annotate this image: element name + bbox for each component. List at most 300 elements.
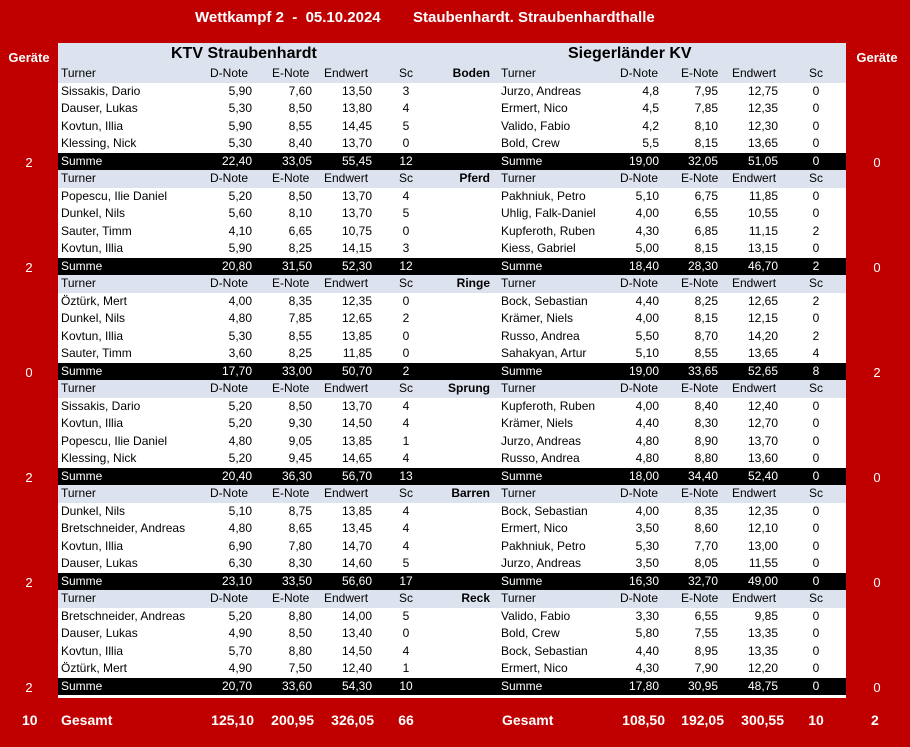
apparatus-header-row — [58, 590, 846, 608]
sum-sc: 0 — [812, 573, 820, 588]
col-header-sc: Sc — [398, 381, 413, 395]
apparatus-header-row — [58, 170, 846, 188]
d-note: 3,30 — [635, 608, 659, 623]
endwert: 12,35 — [747, 503, 778, 518]
geraete-points-right: 2 — [873, 364, 881, 380]
athlete-name: Kovtun, Illia — [61, 538, 124, 553]
endwert: 13,85 — [341, 503, 372, 518]
table-row — [58, 450, 846, 468]
col-header-sc: Sc — [808, 381, 823, 395]
e-note: 8,30 — [288, 556, 312, 570]
sum-end: 48,75 — [747, 678, 778, 693]
d-note: 3,50 — [635, 521, 659, 535]
athlete-name: Sahakyan, Artur — [501, 346, 587, 360]
scorer-points: 3 — [402, 83, 410, 98]
endwert: 14,65 — [341, 451, 372, 465]
endwert: 14,20 — [747, 328, 778, 343]
d-note: 5,20 — [228, 608, 252, 623]
athlete-name: Popescu, Ilie Daniel — [61, 188, 168, 203]
e-note: 7,90 — [694, 661, 718, 675]
col-header-d: D-Note — [620, 66, 659, 80]
sum-e: 30,95 — [687, 678, 718, 693]
d-note: 5,20 — [228, 398, 252, 413]
scorer-points: 5 — [402, 556, 410, 570]
table-body — [58, 65, 846, 695]
endwert: 14,50 — [341, 643, 372, 658]
col-header-end: Endwert — [732, 381, 777, 395]
col-header-d: D-Note — [620, 171, 659, 185]
e-note: 8,90 — [694, 433, 718, 448]
endwert: 13,85 — [341, 328, 372, 343]
e-note: 7,50 — [288, 661, 312, 675]
athlete-name: Valido, Fabio — [501, 118, 571, 133]
geraete-points-right: 0 — [873, 154, 881, 170]
sum-row — [58, 468, 846, 486]
col-header-sc: Sc — [808, 276, 823, 290]
endwert: 13,70 — [341, 136, 372, 150]
e-note: 8,50 — [288, 398, 312, 413]
col-header-d: D-Note — [210, 171, 249, 185]
d-note: 4,30 — [635, 661, 659, 675]
col-header-end: Endwert — [324, 171, 369, 185]
sum-row — [58, 363, 846, 381]
col-header-turner: Turner — [61, 591, 96, 605]
athlete-name: Kupferoth, Ruben — [501, 398, 596, 413]
results-table — [58, 43, 846, 698]
total-sc-left: 66 — [398, 712, 414, 728]
endwert: 14,60 — [341, 556, 372, 570]
endwert: 13,70 — [341, 206, 372, 220]
endwert: 14,15 — [341, 241, 372, 255]
athlete-name: Russo, Andrea — [501, 451, 580, 465]
athlete-name: Ermert, Nico — [501, 661, 568, 675]
athlete-name: Kupferoth, Ruben — [501, 223, 596, 238]
endwert: 12,40 — [747, 398, 778, 413]
col-header-d: D-Note — [620, 381, 659, 395]
d-note: 4,80 — [635, 451, 659, 465]
sum-e: 34,40 — [687, 468, 718, 483]
d-note: 3,50 — [635, 556, 659, 570]
scorer-points: 3 — [402, 241, 410, 255]
scorer-points: 4 — [402, 538, 410, 553]
col-header-turner: Turner — [501, 276, 536, 290]
table-row — [58, 118, 846, 136]
endwert: 13,40 — [341, 626, 372, 640]
apparatus-name: Sprung — [448, 381, 490, 395]
scorer-points: 4 — [402, 398, 410, 413]
sum-e: 32,70 — [687, 573, 718, 588]
endwert: 13,15 — [747, 241, 778, 255]
table-row — [58, 643, 846, 661]
sum-d: 22,40 — [221, 153, 252, 168]
col-header-sc: Sc — [398, 171, 413, 185]
col-header-e: E-Note — [681, 486, 719, 500]
d-note: 5,30 — [635, 538, 659, 553]
table-row — [58, 345, 846, 363]
endwert: 13,35 — [747, 626, 778, 640]
endwert: 12,65 — [341, 311, 372, 325]
athlete-name: Russo, Andrea — [501, 328, 580, 343]
col-header-sc: Sc — [808, 591, 823, 605]
sum-sc: 2 — [402, 363, 410, 378]
col-header-turner: Turner — [61, 486, 96, 500]
d-note: 4,00 — [635, 311, 659, 325]
endwert: 11,55 — [748, 556, 778, 570]
scorer-points: 0 — [812, 101, 820, 115]
d-note: 5,50 — [635, 328, 659, 343]
e-note: 9,30 — [288, 416, 312, 430]
d-note: 4,40 — [635, 416, 659, 430]
table-row — [58, 503, 846, 521]
endwert: 13,50 — [341, 83, 372, 98]
endwert: 10,55 — [747, 206, 778, 220]
endwert: 12,40 — [341, 661, 372, 675]
geraete-header-right: Geräte — [856, 50, 898, 65]
endwert: 10,75 — [341, 223, 372, 238]
geraete-points-right: 0 — [873, 574, 881, 590]
apparatus-name: Pferd — [459, 171, 490, 185]
scorer-points: 0 — [812, 643, 820, 658]
scorer-points: 0 — [812, 83, 820, 98]
scorer-points: 4 — [402, 101, 410, 115]
sum-sc: 17 — [399, 573, 413, 588]
sum-sc: 12 — [399, 153, 413, 168]
scorer-points: 4 — [402, 521, 410, 535]
e-note: 9,05 — [288, 433, 312, 448]
e-note: 8,15 — [694, 136, 718, 150]
d-note: 5,20 — [228, 451, 252, 465]
scorer-points: 4 — [812, 346, 820, 360]
d-note: 4,2 — [642, 118, 659, 133]
athlete-name: Jurzo, Andreas — [501, 83, 582, 98]
endwert: 13,80 — [341, 101, 372, 115]
sum-sc: 2 — [812, 258, 820, 273]
athlete-name: Kovtun, Illia — [61, 241, 124, 255]
sum-d: 19,00 — [628, 153, 659, 168]
d-note: 4,00 — [635, 503, 659, 518]
d-note: 5,30 — [228, 101, 252, 115]
athlete-name: Uhlig, Falk-Daniel — [501, 206, 596, 220]
endwert: 13,65 — [747, 136, 778, 150]
endwert: 13,60 — [747, 451, 778, 465]
e-note: 8,50 — [288, 101, 312, 115]
sum-end: 50,70 — [341, 363, 372, 378]
header-bar — [0, 0, 910, 36]
col-header-sc: Sc — [808, 486, 823, 500]
sum-d: 19,00 — [628, 363, 659, 378]
athlete-name: Ermert, Nico — [501, 521, 568, 535]
scorer-points: 0 — [812, 556, 820, 570]
scorer-points: 5 — [402, 206, 410, 220]
scorer-points: 2 — [812, 223, 820, 238]
apparatus-name: Reck — [461, 591, 490, 605]
d-note: 4,80 — [228, 311, 252, 325]
d-note: 5,10 — [228, 503, 252, 518]
table-row — [58, 538, 846, 556]
endwert: 13,70 — [341, 188, 372, 203]
sum-row — [58, 153, 846, 171]
scorer-points: 1 — [402, 661, 410, 675]
sum-label: Summe — [61, 363, 103, 378]
total-end-right: 300,55 — [741, 712, 784, 728]
sum-row — [58, 678, 846, 696]
scorer-points: 0 — [402, 293, 410, 308]
scorer-points: 4 — [402, 643, 410, 658]
e-note: 8,10 — [288, 206, 312, 220]
geraete-points-right: 0 — [873, 469, 881, 485]
table-row — [58, 188, 846, 206]
scorer-points: 0 — [812, 521, 820, 535]
table-row — [58, 608, 846, 626]
col-header-turner: Turner — [61, 381, 96, 395]
table-row — [58, 433, 846, 451]
d-note: 5,90 — [228, 83, 252, 98]
endwert: 12,35 — [341, 293, 372, 308]
scorer-points: 0 — [812, 416, 820, 430]
col-header-d: D-Note — [210, 591, 249, 605]
endwert: 12,20 — [747, 661, 778, 675]
endwert: 13,70 — [747, 433, 778, 448]
endwert: 12,65 — [747, 293, 778, 308]
d-note: 5,10 — [635, 346, 659, 360]
e-note: 9,45 — [288, 451, 312, 465]
scorer-points: 4 — [402, 416, 410, 430]
scorer-points: 0 — [812, 241, 820, 255]
sum-d: 23,10 — [221, 573, 252, 588]
scorer-points: 2 — [812, 293, 820, 308]
e-note: 7,85 — [288, 311, 312, 325]
geraete-points-left: 0 — [25, 364, 33, 380]
athlete-name: Krämer, Niels — [501, 416, 574, 430]
scorer-points: 0 — [812, 311, 820, 325]
d-note: 4,80 — [635, 433, 659, 448]
e-note: 8,10 — [694, 118, 718, 133]
sum-sc: 0 — [812, 153, 820, 168]
scorer-points: 0 — [402, 223, 410, 238]
d-note: 6,30 — [228, 556, 252, 570]
sum-e: 33,65 — [687, 363, 718, 378]
d-note: 4,90 — [228, 661, 252, 675]
d-note: 5,90 — [228, 118, 252, 133]
athlete-name: Sissakis, Dario — [61, 83, 141, 98]
col-header-end: Endwert — [732, 171, 777, 185]
athlete-name: Valido, Fabio — [501, 608, 571, 623]
sum-end: 56,70 — [341, 468, 372, 483]
athlete-name: Dunkel, Nils — [61, 311, 126, 325]
scorer-points: 2 — [402, 311, 410, 325]
venue-title: Staubenhardt. Straubenhardthalle — [413, 9, 655, 26]
scorer-points: 0 — [812, 503, 820, 518]
d-note: 4,8 — [642, 83, 659, 98]
scorer-points: 0 — [402, 328, 410, 343]
col-header-sc: Sc — [808, 171, 823, 185]
total-e-right: 192,05 — [681, 712, 724, 728]
col-header-e: E-Note — [272, 486, 310, 500]
d-note: 4,80 — [228, 521, 252, 535]
e-note: 6,55 — [694, 608, 718, 623]
geraete-points-right: 0 — [873, 259, 881, 275]
scorer-points: 4 — [402, 451, 410, 465]
d-note: 5,00 — [635, 241, 659, 255]
table-row — [58, 223, 846, 241]
d-note: 4,5 — [642, 101, 659, 115]
d-note: 5,80 — [635, 626, 659, 640]
e-note: 8,15 — [694, 241, 718, 255]
sum-label: Summe — [501, 363, 543, 378]
team-header-left — [58, 43, 488, 65]
e-note: 8,40 — [288, 136, 312, 150]
endwert: 13,85 — [341, 433, 372, 448]
athlete-name: Bock, Sebastian — [501, 503, 588, 518]
scorer-points: 0 — [812, 188, 820, 203]
e-note: 6,65 — [288, 223, 312, 238]
d-note: 4,40 — [635, 643, 659, 658]
col-header-e: E-Note — [681, 171, 719, 185]
col-header-e: E-Note — [272, 276, 310, 290]
col-header-end: Endwert — [732, 66, 777, 80]
e-note: 8,30 — [694, 416, 718, 430]
e-note: 8,80 — [288, 608, 312, 623]
sum-sc: 0 — [812, 678, 820, 693]
e-note: 6,75 — [694, 188, 718, 203]
sum-label: Summe — [61, 468, 103, 483]
d-note: 4,00 — [635, 398, 659, 413]
sum-end: 54,30 — [341, 678, 372, 693]
col-header-sc: Sc — [398, 66, 413, 80]
athlete-name: Jurzo, Andreas — [501, 433, 582, 448]
e-note: 8,80 — [694, 451, 718, 465]
apparatus-header-row — [58, 380, 846, 398]
sum-e: 36,30 — [281, 468, 312, 483]
e-note: 8,50 — [288, 626, 312, 640]
scorer-points: 0 — [812, 626, 820, 640]
col-header-turner: Turner — [501, 171, 536, 185]
total-label-right: Gesamt — [502, 712, 554, 728]
endwert: 12,70 — [747, 416, 778, 430]
col-header-sc: Sc — [398, 591, 413, 605]
e-note: 7,85 — [694, 101, 718, 115]
sum-label: Summe — [61, 153, 103, 168]
d-note: 5,20 — [228, 188, 252, 203]
scorer-points: 4 — [402, 188, 410, 203]
total-d-left: 125,10 — [211, 712, 254, 728]
sum-sc: 8 — [812, 363, 820, 378]
e-note: 8,25 — [694, 293, 718, 308]
team-name-right: Siegerländer KV — [568, 45, 692, 62]
col-header-e: E-Note — [272, 171, 310, 185]
d-note: 4,80 — [228, 433, 252, 448]
table-row — [58, 520, 846, 538]
endwert: 14,50 — [341, 416, 372, 430]
col-header-end: Endwert — [324, 591, 369, 605]
sum-sc: 0 — [812, 468, 820, 483]
endwert: 12,10 — [747, 521, 778, 535]
col-header-e: E-Note — [272, 591, 310, 605]
col-header-end: Endwert — [324, 486, 369, 500]
scorer-points: 0 — [812, 451, 820, 465]
sum-e: 28,30 — [687, 258, 718, 273]
geraete-points-left: 2 — [25, 679, 33, 695]
sum-end: 52,30 — [341, 258, 372, 273]
athlete-name: Bock, Sebastian — [501, 293, 588, 308]
apparatus-header-row — [58, 65, 846, 83]
col-header-d: D-Note — [210, 381, 249, 395]
e-note: 8,65 — [288, 521, 312, 535]
geraete-points-left: 2 — [25, 469, 33, 485]
col-header-e: E-Note — [272, 66, 310, 80]
col-header-e: E-Note — [681, 591, 719, 605]
endwert: 12,35 — [747, 101, 778, 115]
d-note: 5,30 — [228, 136, 252, 150]
table-row — [58, 205, 846, 223]
sum-e: 33,00 — [281, 363, 312, 378]
col-header-d: D-Note — [210, 66, 249, 80]
sum-d: 18,00 — [628, 468, 659, 483]
sum-d: 20,80 — [221, 258, 252, 273]
geraete-points-left: 2 — [25, 259, 33, 275]
sum-row — [58, 258, 846, 276]
sum-label: Summe — [501, 258, 543, 273]
endwert: 14,45 — [341, 118, 372, 133]
col-header-end: Endwert — [324, 381, 369, 395]
scorer-points: 4 — [402, 503, 410, 518]
sum-e: 33,50 — [281, 573, 312, 588]
col-header-turner: Turner — [501, 66, 536, 80]
e-note: 7,60 — [288, 83, 312, 98]
col-header-e: E-Note — [681, 276, 719, 290]
d-note: 6,90 — [228, 538, 252, 553]
sum-d: 17,80 — [628, 678, 659, 693]
table-row — [58, 555, 846, 573]
d-note: 4,00 — [635, 206, 659, 220]
total-e-left: 200,95 — [271, 712, 314, 728]
scorer-points: 0 — [402, 346, 410, 360]
table-row — [58, 398, 846, 416]
athlete-name: Kovtun, Illia — [61, 328, 124, 343]
col-header-e: E-Note — [681, 66, 719, 80]
athlete-name: Pakhniuk, Petro — [501, 538, 586, 553]
athlete-name: Kiess, Gabriel — [501, 241, 576, 255]
athlete-name: Bretschneider, Andreas — [61, 608, 186, 623]
e-note: 8,40 — [694, 398, 718, 413]
athlete-name: Bretschneider, Andreas — [61, 521, 186, 535]
endwert: 13,70 — [341, 398, 372, 413]
table-row — [58, 310, 846, 328]
total-d-right: 108,50 — [622, 712, 665, 728]
table-row — [58, 83, 846, 101]
d-note: 5,70 — [228, 643, 252, 658]
e-note: 6,85 — [694, 223, 718, 238]
endwert: 11,85 — [748, 188, 778, 203]
sum-label: Summe — [501, 678, 543, 693]
e-note: 8,05 — [694, 556, 718, 570]
endwert: 13,45 — [341, 521, 372, 535]
endwert: 13,00 — [747, 538, 778, 553]
sum-e: 32,05 — [687, 153, 718, 168]
team-header-right — [488, 43, 846, 65]
sum-d: 18,40 — [628, 258, 659, 273]
scorer-points: 0 — [812, 206, 820, 220]
col-header-end: Endwert — [732, 276, 777, 290]
col-header-turner: Turner — [501, 381, 536, 395]
scorer-points: 0 — [812, 398, 820, 413]
geraete-points-right: 0 — [873, 679, 881, 695]
scorer-points: 0 — [812, 538, 820, 553]
col-header-turner: Turner — [501, 591, 536, 605]
athlete-name: Popescu, Ilie Daniel — [61, 433, 168, 448]
col-header-end: Endwert — [324, 66, 369, 80]
sum-d: 20,70 — [221, 678, 252, 693]
